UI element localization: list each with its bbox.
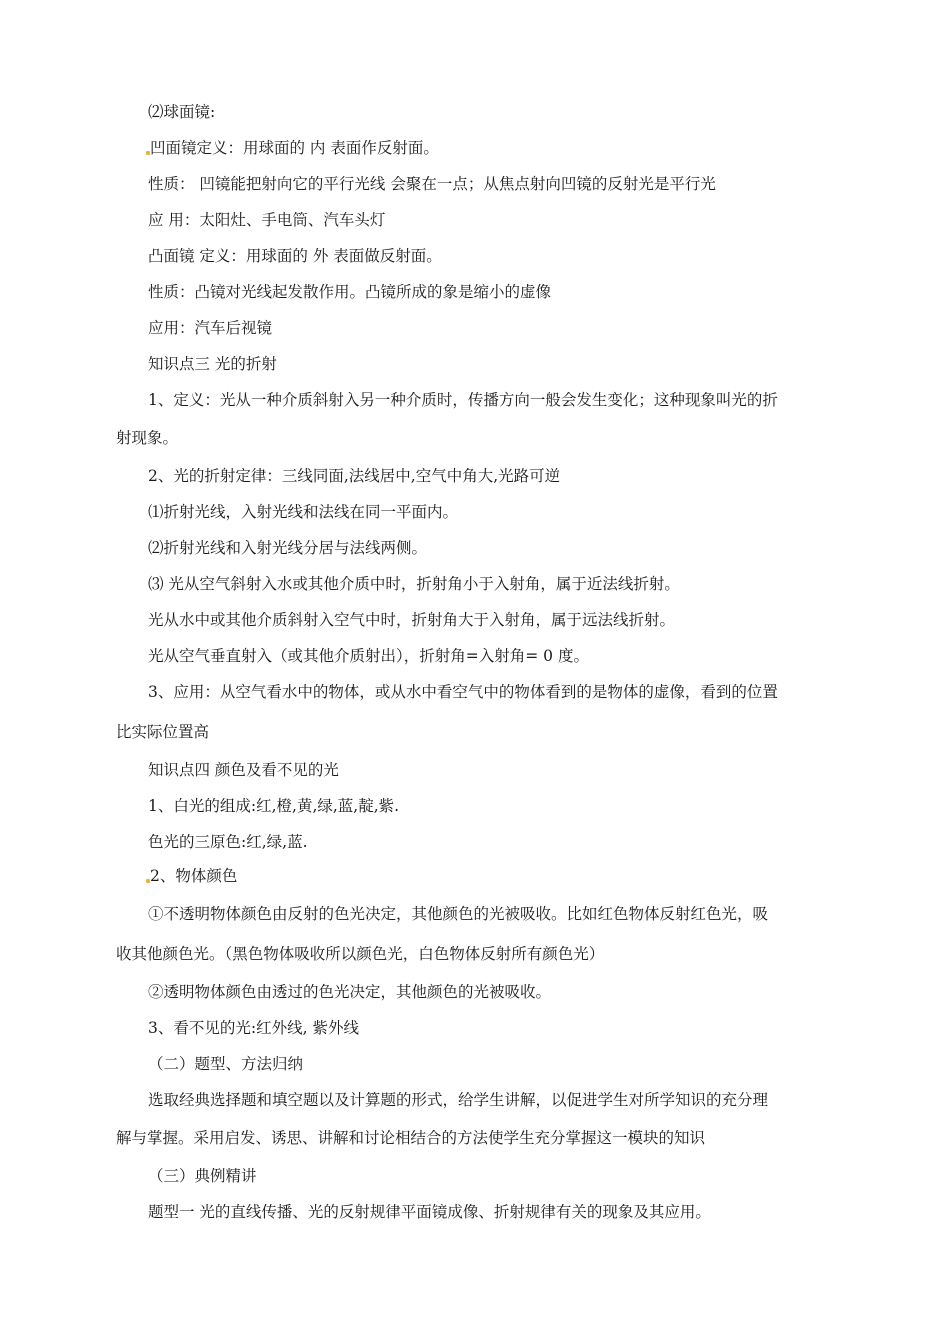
text-line: ⑴折射光线，入射光线和法线在同一平面内。 (148, 503, 459, 521)
text-line: ①不透明物体颜色由反射的色光决定，其他颜色的光被吸收。比如红色物体反射红色光，吸 (148, 905, 769, 923)
text-line-content: 2、物体颜色 (150, 867, 238, 885)
text-line: 应 用：太阳灶、手电筒、汽车头灯 (148, 211, 386, 229)
text-line: 题型一 光的直线传播、光的反射规律平面镜成像、折射规律有关的现象及其应用。 (148, 1203, 711, 1221)
text-line: 收其他颜色光。（黑色物体吸收所以颜色光，白色物体反射所有颜色光） (116, 945, 605, 963)
text-line: 解与掌握。采用启发、诱思、讲解和讨论相结合的方法使学生充分掌握这一模块的知识 (116, 1129, 706, 1147)
text-line: 3、应用：从空气看水中的物体，或从水中看空气中的物体看到的是物体的虚像，看到的位置 (148, 683, 778, 701)
section-heading: 知识点四 颜色及看不见的光 (148, 761, 339, 779)
text-line: 射现象。 (116, 429, 179, 447)
text-line: 比实际位置高 (116, 723, 210, 741)
text-line: 光从水中或其他介质斜射入空气中时，折射角大于入射角，属于远法线折射。 (148, 611, 676, 629)
text-line (148, 866, 237, 886)
text-line-content: 凹面镜定义：用球面的 内 表面作反射面。 (150, 139, 439, 157)
text-line: ⑶ 光从空气斜射入水或其他介质中时，折射角小于入射角，属于近法线折射。 (148, 575, 680, 593)
text-line: 性质：凸镜对光线起发散作用。凸镜所成的象是缩小的虚像 (148, 283, 552, 301)
text-line: ⑵折射光线和入射光线分居与法线两侧。 (148, 539, 428, 557)
text-line: 1、定义：光从一种介质斜射入另一种介质时，传播方向一般会发生变化；这种现象叫光的折 (148, 391, 778, 409)
text-line: 色光的三原色:红,绿,蓝. (148, 833, 308, 851)
text-line: 2、光的折射定律：三线同面,法线居中,空气中角大,光路可逆 (148, 467, 561, 485)
text-line: ②透明物体颜色由透过的色光决定，其他颜色的光被吸收。 (148, 983, 552, 1001)
text-line: 凸面镜 定义：用球面的 外 表面做反射面。 (148, 247, 442, 265)
section-heading: （二）题型、方法归纳 (148, 1055, 304, 1073)
text-line: 选取经典选择题和填空题以及计算题的形式，给学生讲解，以促进学生对所学知识的充分理 (148, 1091, 769, 1109)
text-line: 光从空气垂直射入（或其他介质射出），折射角=入射角= 0 度。 (148, 647, 589, 665)
text-line (148, 138, 439, 158)
text-line: 应用：汽车后视镜 (148, 319, 273, 337)
text-line: 3、看不见的光:红外线, 紫外线 (148, 1019, 359, 1037)
section-heading: 知识点三 光的折射 (148, 355, 277, 373)
text-line: ⑵球面镜: (148, 103, 216, 121)
text-line: 1、白光的组成:红,橙,黄,绿,蓝,靛,紫. (148, 797, 400, 815)
text-line: 性质： 凹镜能把射向它的平行光线 会聚在一点；从焦点射向凹镜的反射光是平行光 (148, 175, 716, 193)
section-heading: （三）典例精讲 (148, 1167, 257, 1185)
